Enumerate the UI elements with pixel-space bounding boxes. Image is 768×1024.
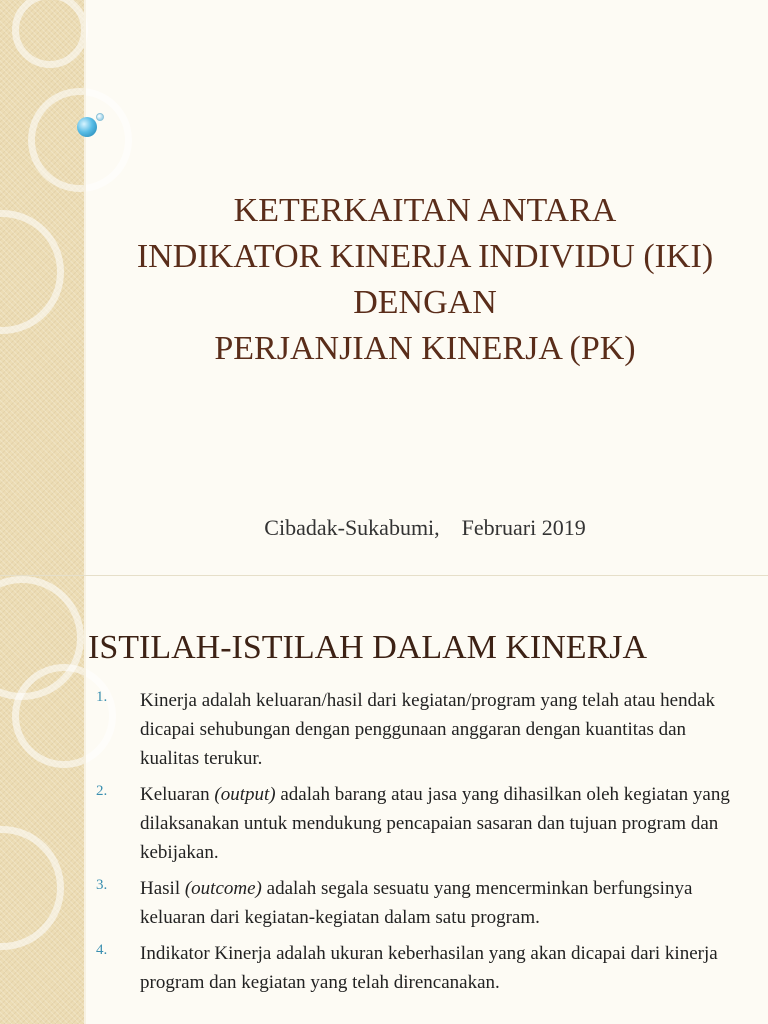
item-text: Hasil (outcome) adalah segala sesuatu yang mencerminkan berfungsinya keluaran dari kegiatan-kegiatan dalam satu program. (140, 878, 693, 928)
list-item (96, 874, 766, 932)
item-text: Keluaran (output) adalah barang atau jasa yang dihasilkan oleh kegiatan yang dilaksanakan untuk mendukung pencapaian sasaran dan tujuan program dan kebijakan. (140, 784, 730, 863)
list-item (96, 939, 766, 997)
item-number: 2. (96, 783, 108, 799)
item-number: 3. (96, 877, 108, 893)
slide-title (90, 188, 760, 372)
slide-heading: ISTILAH-ISTILAH DALAM KINERJA (88, 629, 648, 666)
strip-edge (84, 0, 86, 576)
item-number: 1. (96, 689, 108, 705)
item-number: 4. (96, 942, 108, 958)
slide-subtitle: Cibadak-Sukabumi, Februari 2019 (264, 515, 586, 540)
decorative-strip (0, 0, 84, 576)
blue-bubble-icon (77, 117, 97, 137)
decorative-ring (0, 210, 64, 334)
title-line: PERJANJIAN KINERJA (PK) (214, 330, 636, 367)
small-bubble-icon (96, 113, 104, 121)
list-item (96, 780, 766, 867)
strip-edge (84, 576, 86, 1024)
title-line: DENGAN (353, 284, 497, 321)
list-item (96, 686, 766, 773)
decorative-strip (0, 576, 84, 1024)
title-line: INDIKATOR KINERJA INDIVIDU (IKI) (136, 238, 714, 275)
decorative-ring (28, 88, 132, 192)
content-slide (0, 576, 768, 1024)
item-text: Kinerja adalah keluaran/hasil dari kegiatan/program yang telah atau hendak dicapai sehubungan dengan penggunaan anggaran dengan kuantitas dan kualitas terukur. (140, 690, 716, 769)
term-italic: (output) (214, 784, 276, 805)
term-italic: (outcome) (184, 878, 262, 899)
item-text: Indikator Kinerja adalah ukuran keberhasilan yang akan dicapai dari kinerja program dan kegiatan yang telah direncanakan. (140, 943, 718, 993)
decorative-ring (12, 0, 88, 68)
decorative-ring (0, 826, 64, 950)
title-line: KETERKAITAN ANTARA (233, 192, 617, 229)
definition-list (96, 686, 766, 1004)
